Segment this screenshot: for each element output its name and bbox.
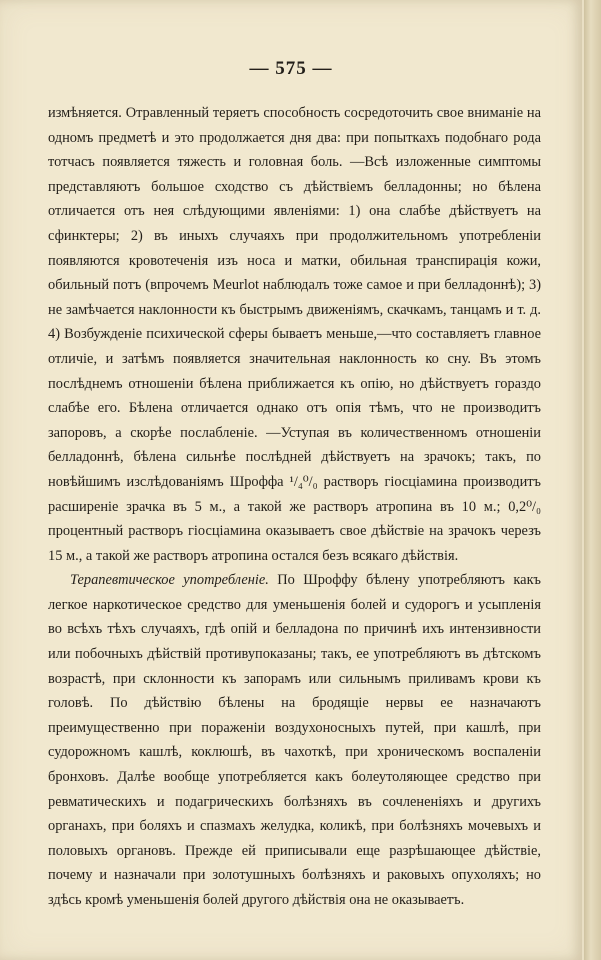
paragraph-2	[48, 568, 541, 912]
paragraph-2-heading: Терапевтическое употребленіе.	[70, 572, 269, 589]
paragraph-1: измѣняется. Отравленный теряетъ способность сосредоточить свое вниманіе на одномъ предметѣ и это продолжается дня два: при попыткахъ подобнаго рода тотчасъ появляется тяжесть и головная боль. —Всѣ изложенные симптомы представляютъ большое сходство съ дѣйствіемъ белладонны; но бѣлена отличается отъ нея слѣдующими явленіями: 1) она слабѣе дѣйствуетъ на сфинктеры; 2) въ иныхъ случаяхъ при продолжительномъ употребленіи появляются кровотеченія изъ носа и матки, обильная транспирація кожи, обильный потъ (впрочемъ Meurlot наблюдалъ тоже самое и при белладоннѣ); 3) не замѣчается наклонности къ быстрымъ движеніямъ, скачкамъ, танцамъ и т. д. 4) Возбужденіе психической сферы бываетъ меньше,—что составляетъ главное отличіе, и затѣмъ появляется значительная наклонность ко сну. Въ этомъ послѣднемъ отношеніи бѣлена приближается къ опію, но дѣйствуетъ гораздо слабѣе его. Бѣлена отличается однако отъ опія тѣмъ, что не производитъ запоровъ, а скорѣе послабленіе. —Уступая въ количественномъ отношеніи белладоннѣ, бѣлена сильнѣе послѣдней дѣйствуетъ на зрачокъ; такъ, по новѣйшимъ изслѣдованіямъ Шроффа ¹/₄⁰/₀ растворъ гіосціамина производитъ расширеніе зрачка въ 5 м., а такой же растворъ атропина въ 10 м.; 0,2⁰/₀ процентный растворъ гіосціамина оказываетъ свое дѣйствіе на зрачокъ черезъ 15 м., а такой же растворъ атропина остался безъ всякаго дѣйствія.	[48, 105, 541, 564]
paragraph-2-body: По Шроффу бѣлену употребляютъ какъ легкое наркотическое средство для уменьшенія болей и судорогъ и усыпленія во всѣхъ тѣхъ случаяхъ, гдѣ опій и белладона по причинѣ ихъ интензивности или побочныхъ дѣйствій противупоказаны; такъ, ее употребляютъ въ дѣтскомъ возрастѣ, при склонности къ запорамъ или сильнымъ приливамъ крови къ головѣ. По дѣйствію бѣлены на бродящіе нервы ее назначаютъ преимущественно при пораженіи воздухоносныхъ путей, при кашлѣ, при судорожномъ кашлѣ, коклюшѣ, въ чахоткѣ, при хроническомъ воспаленіи бронховъ. Далѣе вообще употребляется какъ болеутоляющее средство при ревматическихъ и подагрическихъ болѣзняхъ въ сочлененіяхъ и другихъ органахъ, при боляхъ и спазмахъ желудка, коликѣ, при болѣзняхъ мочевыхъ и половыхъ органовъ. Прежде ей приписывали еще разрѣшающее дѣйствіе, почему и назначали при золотушныхъ болѣзняхъ и раковыхъ опухоляхъ; но здѣсь кромѣ уменьшенія болей другого дѣйствія она не оказываетъ.	[48, 572, 541, 908]
page-edge	[584, 0, 601, 960]
page-body	[48, 101, 541, 913]
page-number: — 575 —	[249, 58, 333, 79]
